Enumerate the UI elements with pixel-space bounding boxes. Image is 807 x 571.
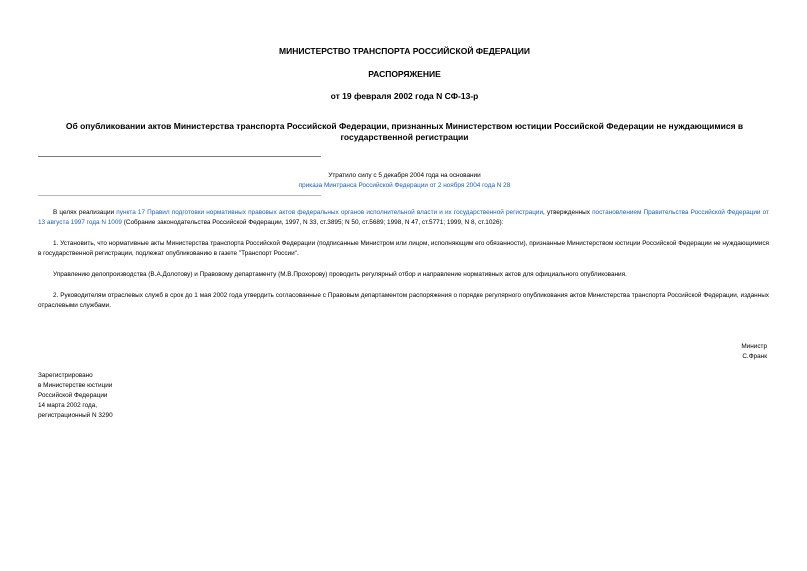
ministry-heading: МИНИСТЕРСТВО ТРАНСПОРТА РОССИЙСКОЙ ФЕДЕРАЦИИ [279,46,530,56]
government-decree-link[interactable]: постановлением Правительства Российской Федерации от 13 августа 1997 года N 1009 [38,209,769,226]
rules-point-17-link[interactable]: пункта 17 Правил подготовки нормативных правовых актов федеральных органов исполнительной власти и их государственной регистрации [116,209,544,216]
registration-line: 14 марта 2002 года, [38,402,98,409]
status-link-line [40,181,769,190]
paragraph-1-addendum: Управлению делопроизводства (В.А.Долотову) и Правовому департаменту (М.В.Прохорову) проводить регулярный отбор и направление нормативных актов для официального опубликования. [53,271,627,278]
document-date: от 19 февраля 2002 года N СФ-13-р [330,91,479,101]
registration-line: Зарегистрировано [38,372,93,379]
status-note: Утратило силу с 5 декабря 2004 года на основании [328,172,481,179]
registration-line: Российской Федерации [38,392,108,399]
signatory-position: Министр [741,343,767,350]
repeal-order-link[interactable]: приказа Минтранса Российской Федерации от 2 ноября 2004 года N 28 [298,182,511,189]
document-title: Об опубликовании актов Министерства транспорта Российской Федерации, признанных Министерством юстиции Российской Федерации не нуждающимися в государственной регистрации [65,121,744,142]
paragraph-1: 1. Установить, что нормативные акты Министерства транспорта Российской Федерации (подписанные Министром или лицом, исполняющим его обязанности), признанные Министерством юстиции Российской Федерации не нуждающимися в государственной регистрации, подлежат опубликованию в газете "Транспорт России". [38,240,769,257]
preamble-suffix: (Собрание законодательства Российской Федерации, 1997, N 33, ст.3895; N 50, ст.5689; 1998, N 47, ст.5771; 1999, N 8, ст.1026): [121,219,504,226]
document-type: РАСПОРЯЖЕНИЕ [368,69,441,79]
paragraph-2: 2. Руководителям отраслевых служб в срок до 1 мая 2002 года утвердить согласованные с Правовым департаментом распоряжения о порядке регулярного опубликования актов Министерства транспорта Российской Федерации, изданных отраслевыми службами. [38,292,769,309]
preamble-mid: , утвержденных [543,209,593,216]
registration-line: регистрационный N 3290 [38,412,113,419]
preamble-paragraph [38,208,769,228]
preamble-prefix: В целях реализации [53,209,117,216]
registration-line: в Министерстве юстиции [38,382,113,389]
divider-bottom [38,195,321,196]
signatory-name: С.Франк [742,353,767,360]
divider-top [38,156,321,157]
